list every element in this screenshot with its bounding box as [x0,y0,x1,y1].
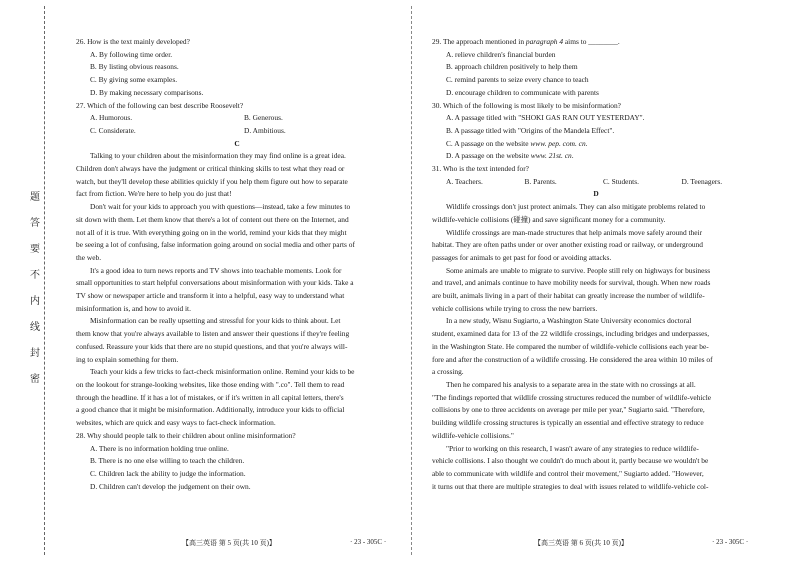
option: B. There is no one else willing to teach the children. [90,456,245,466]
passage-line: misinformation is, and how to avoid it. [76,303,191,313]
passage-line: wildlife-vehicle collisions (碰撞) and save significant money for a community. [432,214,666,224]
passage-line: through the headline. If it has a lot of mistakes, or if it's written in all capital letters, there's [76,392,344,402]
option-text: D. A passage on the website [446,151,531,161]
option-text: C. A passage on the website [446,138,531,148]
passage-line: watch, but they'll develop these abilities quickly if you help them figure out how to separate [76,176,348,186]
option [432,150,760,163]
passage-line: habitat. They are often paths under or over another existing road or railway, or underground [432,240,703,250]
passage-line: it turns out that there are multiple strategies to deal with issues related to wildlife-vehicle col- [432,481,709,491]
passage-line: a crossing. [432,367,464,377]
website-text: www. 21st. cn [530,151,572,161]
option: D. Teenagers. [681,176,723,186]
option: B. Parents. [524,176,557,186]
stem-text: 29. The approach mentioned in [432,37,526,46]
passage-line: Teach your kids a few tricks to fact-check misinformation online. Remind your kids to be [90,367,355,377]
option-text: . [571,151,574,161]
passage-line: in the Washington State. He compared the number of wildlife-vehicle collisions each year be- [432,341,709,351]
option-text: . [585,138,588,148]
passage-line: small opportunities to start helpful conversations about misinformation with your kids. Take a [76,278,354,288]
option: D. Ambitious. [244,125,286,135]
passage-line: passages for animals to get past for food or avoiding attacks. [432,252,612,262]
passage-line: Wildlife crossings don't just protect animals. They can also mitigate problems related to [446,202,706,212]
gutter-char: 内 [29,292,41,307]
passage-line: Some animals are unable to migrate to survive. People still rely on highways for business [446,265,711,275]
passage-line: student, examined data for 13 of the 22 wildlife crossings, including bridges and underpasses, [432,329,710,339]
passage-line: vehicle collisions. I also thought we couldn't do much about it, partly because we wouldn't be [432,456,709,466]
stem-text: aims to ________. [563,37,620,46]
passage-line: Wildlife crossings are man-made structures that help animals move safely around their [446,227,703,237]
option: D. By making necessary comparisons. [90,87,204,97]
page-divider [411,6,412,555]
passage-line: websites, which are quick and easy ways to fact-check information. [76,418,276,428]
option-row [76,125,398,138]
right-page [432,36,760,493]
passage-line: are built, animals living in a part of their habitat can greatly increase the number of wildlife- [432,291,705,301]
option: A. By following time order. [90,49,173,59]
option: C. Considerate. [90,125,136,135]
option: D. Children can't develop the judgement on their own. [90,481,251,491]
option: D. encourage children to communicate with parents [446,87,599,97]
passage-line: Then he compared his analysis to a separate area in the state with no crossings at all. [446,379,696,389]
binding-gutter [0,0,60,561]
passage-line: confused. Reassure your kids that there are no stupid questions, and that you're always will- [76,341,348,351]
question-26-stem: 26. How is the text mainly developed? [76,37,190,46]
gutter-char: 封 [29,344,41,359]
passage-line: and travel, and animals continue to have mobility needs for survival, though. When new roads [432,278,711,288]
passage-line: a good chance that it might be misinformation. Additionally, introduce your kids to official [76,405,345,415]
passage-line: not all of it is true. With everything going on in the world, remind your kids that they might [76,227,347,237]
passage-line: on the lookout for strange-looking websites, like those ending with ".co". Tell them to read [76,379,345,389]
binding-line [44,6,45,555]
page-footer-title: 【高三英语 第 5 页(共 10 页)】 [182,539,276,547]
gutter-char: 要 [29,240,41,255]
option: C. By giving some examples. [90,75,178,85]
left-page [76,36,398,493]
passage-line: building wildlife crossing structures is typically an essential and effective strategy to reduce [432,418,704,428]
option: C. remind parents to seize every chance to teach [446,75,589,85]
website-text: www. pep. com. cn [530,138,586,148]
gutter-char: 线 [29,318,41,333]
option: A. Teachers. [446,176,483,186]
option [432,138,760,151]
passage-line: the web. [76,252,102,262]
passage-line: wildlife-vehicle collisions." [432,430,514,440]
passage-line: It's a good idea to turn news reports and TV shows into teachable moments. Look for [90,265,342,275]
passage-line: Don't wait for your kids to approach you with questions—instead, take a few minutes to [90,202,351,212]
passage-line: be seeing a lot of confusing, false information going around on social media and other parts of [76,240,355,250]
question-28-stem: 28. Why should people talk to their children about online misinformation? [76,430,296,440]
option-row [76,112,398,125]
passage-line: ing to explain something for them. [76,354,179,364]
option: A. A passage titled with "SHOKI GAS RAN OUT YESTERDAY". [446,113,645,123]
option: B. A passage titled with "Origins of the Mandela Effect". [446,125,615,135]
option: A. relieve children's financial burden [446,49,556,59]
passage-line: Children don't always have the judgment or critical thinking skills to test what they read or [76,164,345,174]
page-footer-code: · 23 - 305C · [350,538,387,546]
option: A. Humorous. [90,113,133,123]
option: B. approach children positively to help them [446,62,578,72]
passage-line: "The findings reported that wildlife crossing structures reduced the number of wildlife-vehicle [432,392,712,402]
option-row [432,176,760,189]
page-footer-code: · 23 - 305C · [712,538,749,546]
gutter-char: 密 [29,370,41,385]
option: C. Children lack the ability to judge the information. [90,468,246,478]
section-heading-d: D [593,189,599,199]
gutter-char: 答 [29,214,41,229]
gutter-char: 不 [29,266,41,281]
passage-line: In a new study, Wisnu Sugiarto, a Washington State University economics doctoral [446,316,692,326]
passage-line: able to communicate with wildlife and control their movement," Sugiarto added. "However, [432,468,704,478]
passage-line: Misinformation can be really upsetting and stressful for your kids to think about. Let [90,316,341,326]
section-heading-c: C [234,138,240,148]
passage-line: Talking to your children about the misinformation they may find online is a great idea. [90,151,346,161]
option: C. Students. [603,176,639,186]
question-30-stem: 30. Which of the following is most likely to be misinformation? [432,100,621,110]
passage-line: sit down with them. Let them know that there's a lot of content out there on the Internet, and [76,214,349,224]
passage-line: collisions by one to three accidents on average per mile per year," Sugiarto said. "Therefore, [432,405,705,415]
option: A. There is no information holding true online. [90,443,229,453]
passage-line: TV show or newspaper article and transform it into a helpful, easy way to understand what [76,291,345,301]
question-27-stem: 27. Which of the following can best describe Roosevelt? [76,100,244,110]
question-29-stem [432,36,760,49]
option: B. Generous. [244,113,283,123]
passage-line: fore and after the construction of a wildlife crossing. He considered the area within 10 miles of [432,354,713,364]
question-31-stem: 31. Who is the text intended for? [432,164,529,174]
gutter-char: 题 [29,188,41,203]
passage-line: "Prior to working on this research, I wasn't aware of any strategies to reduce wildlife- [446,443,699,453]
passage-line: fact from fiction. We're here to help you do just that! [76,189,232,199]
page-footer-title: 【高三英语 第 6 页(共 10 页)】 [534,539,628,547]
option: B. By listing obvious reasons. [90,62,179,72]
stem-italic: paragraph 4 [525,37,564,46]
passage-line: them know that you're always available to listen and answer their questions if they're feeling [76,329,350,339]
passage-line: vehicle collisions while trying to cross the new barriers. [432,303,598,313]
